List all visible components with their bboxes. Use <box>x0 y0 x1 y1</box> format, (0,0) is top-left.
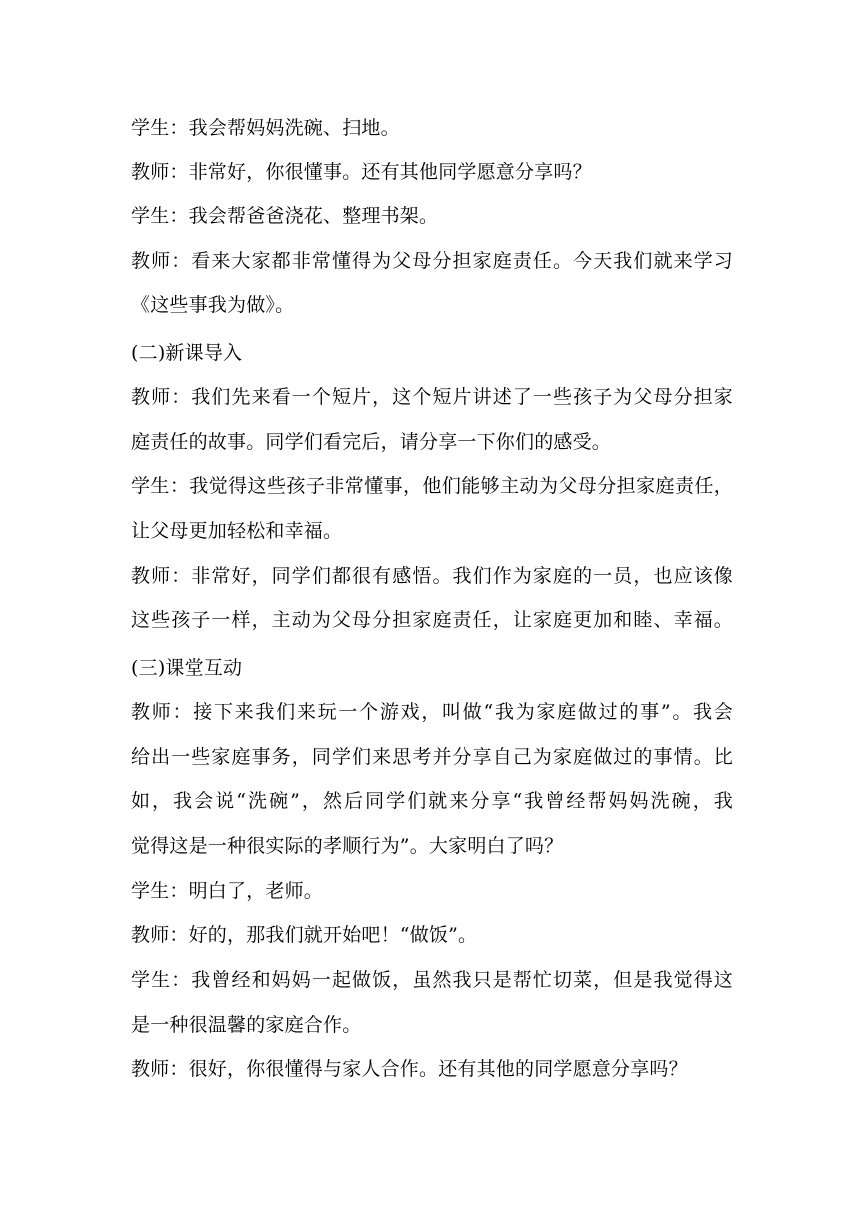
paragraph-line: 让父母更加轻松和幸福。 <box>131 520 343 542</box>
section-heading: (二)新课导入 <box>131 342 243 364</box>
paragraph-line: 学生：我曾经和妈妈一起做饭，虽然我只是帮忙切菜，但是我觉得这 <box>131 969 733 991</box>
paragraph-line: 教师：我们先来看一个短片，这个短片讲述了一些孩子为父母分担家 <box>131 386 733 408</box>
paragraph-line: 学生：明白了，老师。 <box>131 880 324 902</box>
paragraph-line: 《这些事我为做》。 <box>131 294 295 316</box>
paragraph-line: 学生：我会帮爸爸浇花、整理书架。 <box>131 205 439 227</box>
paragraph-line: 庭责任的故事。同学们看完后，请分享一下你们的感受。 <box>131 431 612 453</box>
paragraph-line: 这些孩子一样，主动为父母分担家庭责任，让家庭更加和睦、幸福。 <box>131 609 733 631</box>
paragraph-line: 教师：好的，那我们就开始吧！“做饭”。 <box>131 924 478 946</box>
paragraph-line: 教师：接下来我们来玩一个游戏，叫做“我为家庭做过的事”。我会 <box>131 701 733 723</box>
paragraph-line: 是一种很温馨的家庭合作。 <box>131 1014 362 1036</box>
paragraph-line: 学生：我觉得这些孩子非常懂事，他们能够主动为父母分担家庭责任， <box>131 475 733 497</box>
paragraph-line: 教师：看来大家都非常懂得为父母分担家庭责任。今天我们就来学习 <box>131 250 733 272</box>
paragraph-line: 觉得这是一种很实际的孝顺行为”。大家明白了吗？ <box>131 835 564 857</box>
paragraph-line: 给出一些家庭事务，同学们来思考并分享自己为家庭做过的事情。比 <box>131 746 733 768</box>
section-heading: (三)课堂互动 <box>131 657 243 679</box>
paragraph-line: 教师：非常好，你很懂事。还有其他同学愿意分享吗？ <box>131 161 592 183</box>
paragraph-line: 如，我会说“洗碗”，然后同学们就来分享“我曾经帮妈妈洗碗，我 <box>131 790 733 812</box>
paragraph-line: 教师：非常好，同学们都很有感悟。我们作为家庭的一员，也应该像 <box>131 565 733 587</box>
paragraph-line: 学生：我会帮妈妈洗碗、扫地。 <box>131 117 400 139</box>
paragraph-line: 教师：很好，你很懂得与家人合作。还有其他的同学愿意分享吗？ <box>131 1058 688 1080</box>
